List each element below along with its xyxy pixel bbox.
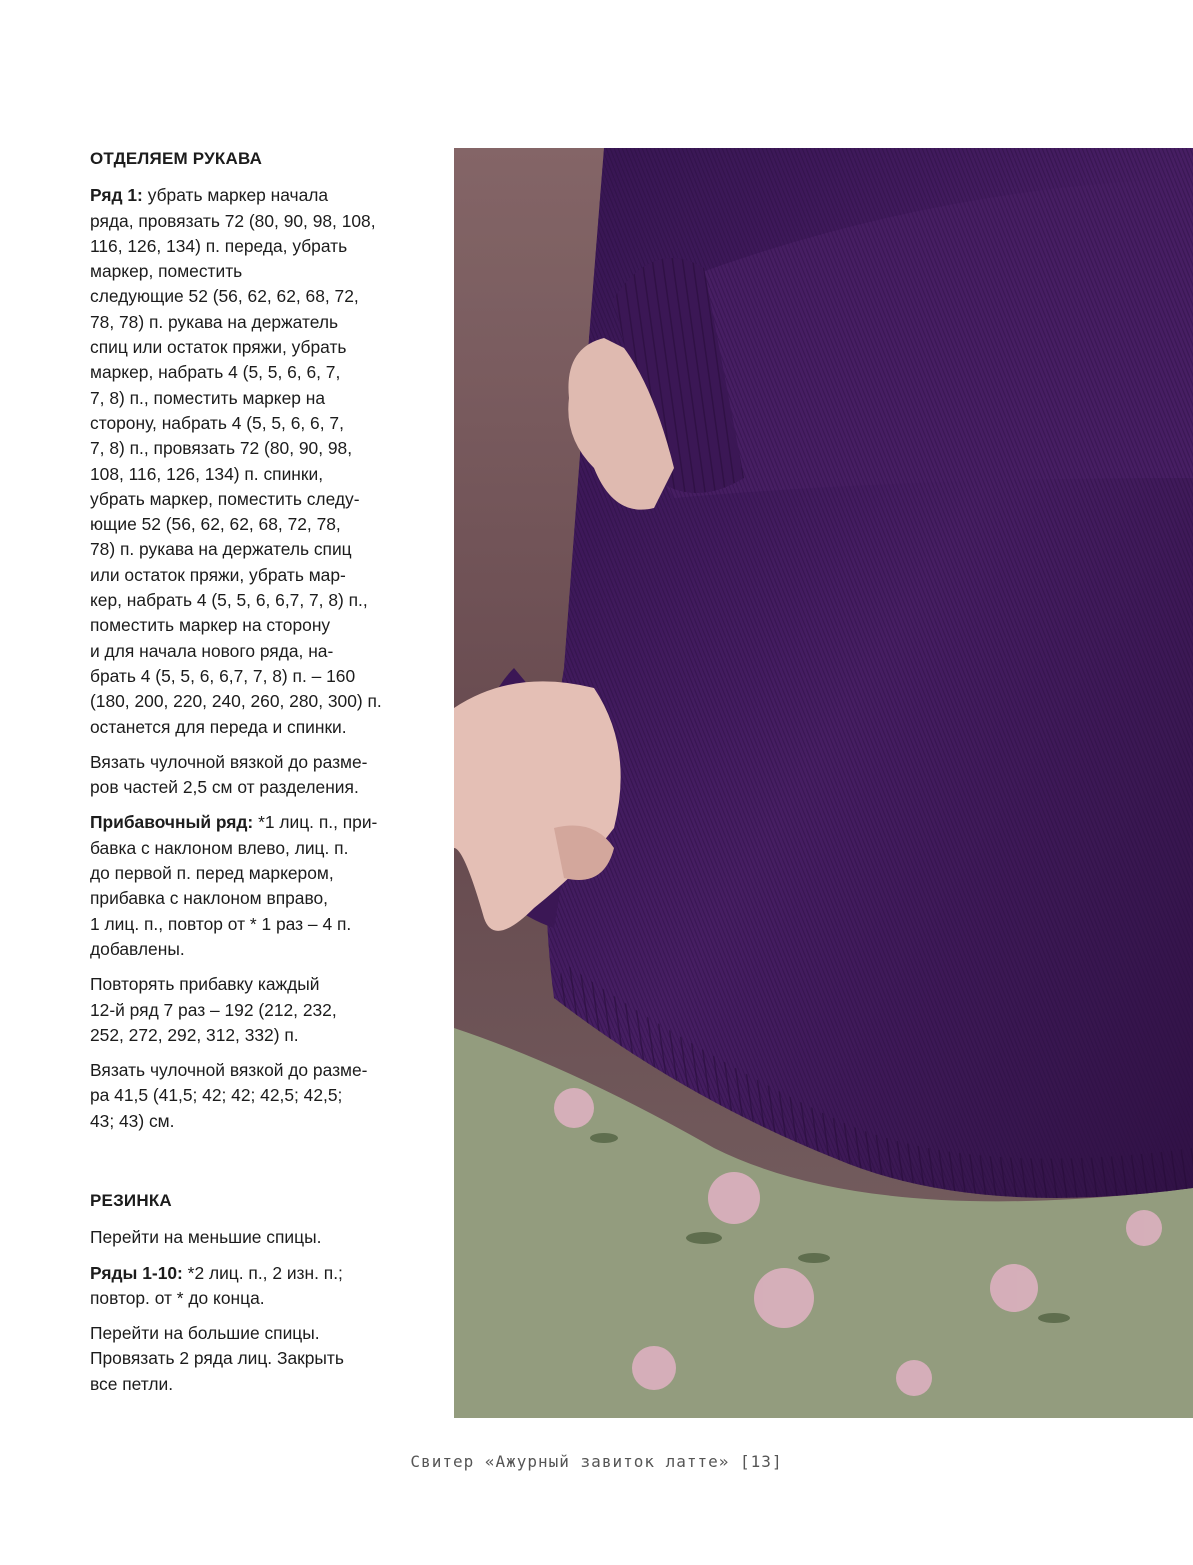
section-heading-ribbing: РЕЗИНКА — [90, 1190, 172, 1210]
rows-1-10-label: Ряды 1-10: — [90, 1262, 183, 1283]
increase-row-text: *1 лиц. п., при- бавка с наклоном влево, лиц. п. до первой п. перед маркером, прибавка с наклоном вправо, 1 лиц. п., повтор от * 1 раз – 4 п. добавлены. — [90, 812, 378, 959]
instructions-column — [90, 146, 430, 1407]
paragraph-stockinette: Вязать чулочной вязкой до разме- ров частей 2,5 см от разделения. — [90, 751, 368, 798]
paragraph-knit-to-size: Вязать чулочной вязкой до разме- ра 41,5 (41,5; 42; 42; 42,5; 42,5; 43; 43) см. — [90, 1060, 368, 1131]
paragraph-repeat-increase: Повторять прибавку каждый 12-й ряд 7 раз – 192 (212, 232, 252, 272, 292, 312, 332) п. — [90, 974, 337, 1045]
paragraph-smaller-needles: Перейти на меньшие спицы. — [90, 1227, 322, 1248]
rows-1-10-text: *2 лиц. п., 2 изн. п.; повтор. от * до конца. — [90, 1262, 343, 1308]
row-1-label: Ряд 1: — [90, 185, 143, 206]
section-heading-sleeves: ОТДЕЛЯЕМ РУКАВА — [90, 149, 263, 168]
increase-row-label: Прибавочный ряд: — [90, 812, 254, 833]
row-1-text: убрать маркер начала ряда, провязать 72 (80, 90, 98, 108, 116, 126, 134) п. переда, убрать маркер, поместить следующие 52 (56, 62, 62, 68, 72, 78, 78) п. рукава на держатель спиц или остаток пряжи, убрать маркер, набрать 4 (5, 5, 6, 6, 7, 7, 8) п., поместить маркер на сторону, набрать 4 (5, 5, 6, 6, 7, 7, 8) п., провязать 72 (80, 90, 98, 108, 116, 126, 134) п. спинки, убрать маркер, поместить следу- ющие 52 (56, 62, 62, 68, 72, 78, 78) п. рукава на держатель спиц или остаток пряжи, убрать мар- кер, набрать 4 (5, 5, 6, 6,7, 7, 8) п., поместить маркер на сторону и для начала нового ряда, на- брать 4 (5, 5, 6, 6,7, 7, 8) п. – 160 (180, 200, 220, 240, 260, 280, 300) п. останется для переда и спинки. — [90, 185, 382, 737]
sweater-photo — [454, 148, 1193, 1418]
page-footer: Свитер «Ажурный завиток латте» [13] — [410, 1452, 783, 1471]
paragraph-rows-1-10 — [90, 1261, 430, 1312]
paragraph-bind-off: Перейти на большие спицы. Провязать 2 ряда лиц. Закрыть все петли. — [90, 1323, 344, 1394]
paragraph-increase-row — [90, 810, 430, 962]
sweater-photo-illustration — [454, 148, 1193, 1418]
paragraph-row-1 — [90, 183, 430, 740]
